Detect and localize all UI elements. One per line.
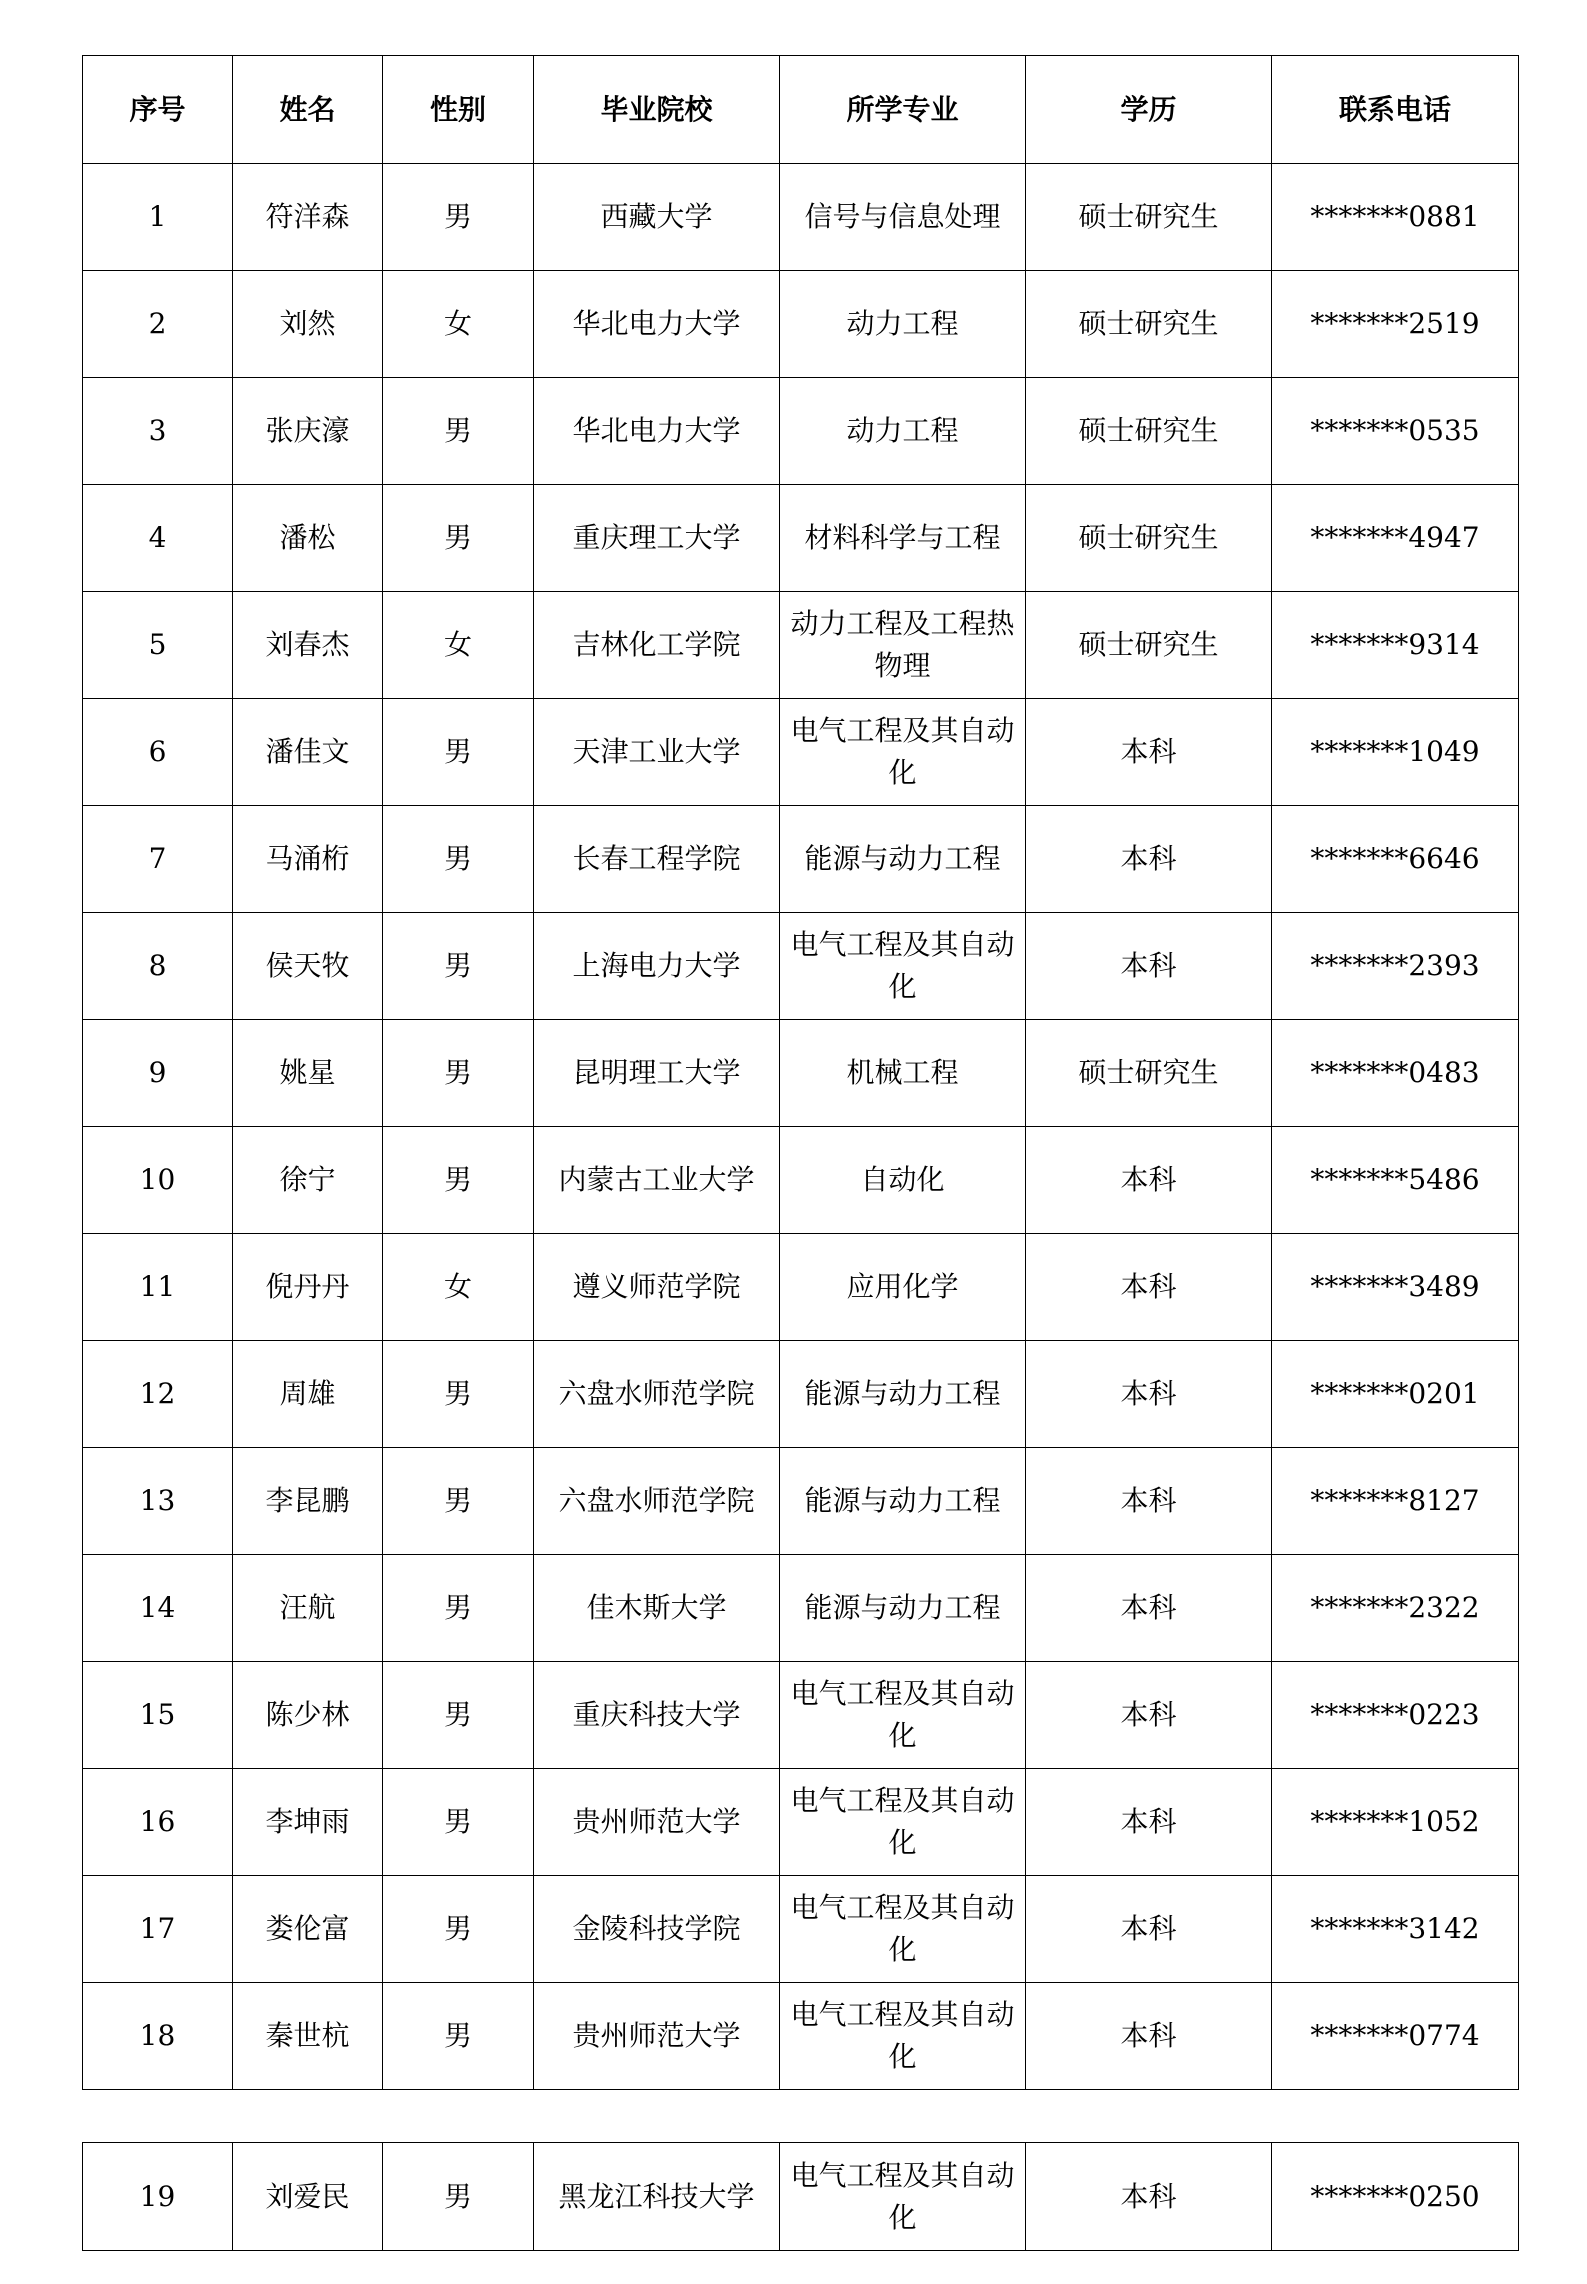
cell-name: 李坤雨 bbox=[233, 1769, 383, 1876]
cell-phone: *******1052 bbox=[1272, 1769, 1519, 1876]
cell-phone: *******2322 bbox=[1272, 1555, 1519, 1662]
cell-school: 内蒙古工业大学 bbox=[534, 1127, 780, 1234]
cell-index: 11 bbox=[83, 1234, 233, 1341]
cell-phone: *******0535 bbox=[1272, 378, 1519, 485]
cell-index: 17 bbox=[83, 1876, 233, 1983]
cell-gender: 女 bbox=[383, 592, 534, 699]
cell-name: 刘春杰 bbox=[233, 592, 383, 699]
cell-school: 西藏大学 bbox=[534, 164, 780, 271]
cell-index: 5 bbox=[83, 592, 233, 699]
cell-major: 动力工程 bbox=[780, 378, 1026, 485]
cell-name: 秦世杭 bbox=[233, 1983, 383, 2090]
cell-major: 电气工程及其自动化 bbox=[780, 913, 1026, 1020]
cell-degree: 本科 bbox=[1026, 1555, 1272, 1662]
cell-major: 应用化学 bbox=[780, 1234, 1026, 1341]
cell-major: 电气工程及其自动化 bbox=[780, 2143, 1026, 2251]
cell-index: 8 bbox=[83, 913, 233, 1020]
cell-gender: 男 bbox=[383, 913, 534, 1020]
cell-phone: *******0774 bbox=[1272, 1983, 1519, 2090]
header-school: 毕业院校 bbox=[534, 56, 780, 164]
candidate-table bbox=[82, 55, 1519, 2090]
cell-phone: *******3489 bbox=[1272, 1234, 1519, 1341]
cell-degree: 本科 bbox=[1026, 1662, 1272, 1769]
cell-phone: *******5486 bbox=[1272, 1127, 1519, 1234]
cell-major: 能源与动力工程 bbox=[780, 1555, 1026, 1662]
cell-name: 倪丹丹 bbox=[233, 1234, 383, 1341]
cell-school: 贵州师范大学 bbox=[534, 1983, 780, 2090]
cell-index: 12 bbox=[83, 1341, 233, 1448]
cell-degree: 本科 bbox=[1026, 913, 1272, 1020]
cell-major: 机械工程 bbox=[780, 1020, 1026, 1127]
cell-gender: 男 bbox=[383, 1341, 534, 1448]
cell-name: 李昆鹏 bbox=[233, 1448, 383, 1555]
cell-index: 3 bbox=[83, 378, 233, 485]
cell-degree: 本科 bbox=[1026, 2143, 1272, 2251]
cell-index: 6 bbox=[83, 699, 233, 806]
table-row bbox=[83, 164, 1519, 271]
cell-school: 长春工程学院 bbox=[534, 806, 780, 913]
cell-gender: 男 bbox=[383, 1983, 534, 2090]
table-row bbox=[83, 1448, 1519, 1555]
cell-major: 动力工程及工程热物理 bbox=[780, 592, 1026, 699]
cell-degree: 本科 bbox=[1026, 1127, 1272, 1234]
table-row bbox=[83, 2143, 1519, 2251]
cell-school: 华北电力大学 bbox=[534, 378, 780, 485]
cell-phone: *******0250 bbox=[1272, 2143, 1519, 2251]
header-row bbox=[83, 56, 1519, 164]
cell-degree: 本科 bbox=[1026, 1234, 1272, 1341]
cell-phone: *******2519 bbox=[1272, 271, 1519, 378]
cell-phone: *******0483 bbox=[1272, 1020, 1519, 1127]
cell-school: 金陵科技学院 bbox=[534, 1876, 780, 1983]
cell-school: 黑龙江科技大学 bbox=[534, 2143, 780, 2251]
cell-school: 华北电力大学 bbox=[534, 271, 780, 378]
table-row bbox=[83, 1662, 1519, 1769]
cell-phone: *******9314 bbox=[1272, 592, 1519, 699]
cell-school: 天津工业大学 bbox=[534, 699, 780, 806]
cell-gender: 男 bbox=[383, 1769, 534, 1876]
cell-name: 周雄 bbox=[233, 1341, 383, 1448]
cell-major: 能源与动力工程 bbox=[780, 806, 1026, 913]
cell-school: 重庆科技大学 bbox=[534, 1662, 780, 1769]
table-row bbox=[83, 1127, 1519, 1234]
header-index: 序号 bbox=[83, 56, 233, 164]
cell-degree: 本科 bbox=[1026, 1876, 1272, 1983]
cell-index: 4 bbox=[83, 485, 233, 592]
table-row bbox=[83, 913, 1519, 1020]
candidate-table-continuation bbox=[82, 2142, 1519, 2251]
header-phone: 联系电话 bbox=[1272, 56, 1519, 164]
cell-school: 贵州师范大学 bbox=[534, 1769, 780, 1876]
cell-school: 六盘水师范学院 bbox=[534, 1341, 780, 1448]
cell-index: 7 bbox=[83, 806, 233, 913]
cell-index: 1 bbox=[83, 164, 233, 271]
table-row bbox=[83, 1769, 1519, 1876]
cell-phone: *******6646 bbox=[1272, 806, 1519, 913]
cell-gender: 男 bbox=[383, 1876, 534, 1983]
cell-phone: *******0881 bbox=[1272, 164, 1519, 271]
cell-major: 能源与动力工程 bbox=[780, 1341, 1026, 1448]
cell-phone: *******2393 bbox=[1272, 913, 1519, 1020]
table-row bbox=[83, 1341, 1519, 1448]
cell-phone: *******8127 bbox=[1272, 1448, 1519, 1555]
cell-degree: 硕士研究生 bbox=[1026, 1020, 1272, 1127]
cell-school: 吉林化工学院 bbox=[534, 592, 780, 699]
cell-school: 昆明理工大学 bbox=[534, 1020, 780, 1127]
cell-degree: 硕士研究生 bbox=[1026, 271, 1272, 378]
cell-school: 六盘水师范学院 bbox=[534, 1448, 780, 1555]
cell-degree: 硕士研究生 bbox=[1026, 378, 1272, 485]
cell-phone: *******0201 bbox=[1272, 1341, 1519, 1448]
cell-name: 潘松 bbox=[233, 485, 383, 592]
cell-index: 10 bbox=[83, 1127, 233, 1234]
cell-phone: *******4947 bbox=[1272, 485, 1519, 592]
cell-degree: 本科 bbox=[1026, 1341, 1272, 1448]
cell-gender: 男 bbox=[383, 485, 534, 592]
cell-phone: *******3142 bbox=[1272, 1876, 1519, 1983]
cell-phone: *******0223 bbox=[1272, 1662, 1519, 1769]
cell-school: 上海电力大学 bbox=[534, 913, 780, 1020]
cell-degree: 本科 bbox=[1026, 1983, 1272, 2090]
cell-name: 潘佳文 bbox=[233, 699, 383, 806]
cell-gender: 男 bbox=[383, 164, 534, 271]
cell-degree: 本科 bbox=[1026, 1448, 1272, 1555]
table-row bbox=[83, 806, 1519, 913]
table-row bbox=[83, 1234, 1519, 1341]
table-row bbox=[83, 592, 1519, 699]
table-row bbox=[83, 699, 1519, 806]
cell-major: 自动化 bbox=[780, 1127, 1026, 1234]
cell-degree: 硕士研究生 bbox=[1026, 485, 1272, 592]
cell-name: 陈少林 bbox=[233, 1662, 383, 1769]
table-row bbox=[83, 271, 1519, 378]
cell-index: 14 bbox=[83, 1555, 233, 1662]
table-row bbox=[83, 1876, 1519, 1983]
table-row bbox=[83, 1020, 1519, 1127]
cell-gender: 女 bbox=[383, 1234, 534, 1341]
cell-gender: 男 bbox=[383, 1555, 534, 1662]
table-row bbox=[83, 1983, 1519, 2090]
header-name: 姓名 bbox=[233, 56, 383, 164]
cell-index: 16 bbox=[83, 1769, 233, 1876]
cell-degree: 硕士研究生 bbox=[1026, 592, 1272, 699]
cell-index: 18 bbox=[83, 1983, 233, 2090]
cell-name: 刘爱民 bbox=[233, 2143, 383, 2251]
cell-index: 19 bbox=[83, 2143, 233, 2251]
cell-major: 材料科学与工程 bbox=[780, 485, 1026, 592]
cell-gender: 男 bbox=[383, 1020, 534, 1127]
cell-school: 佳木斯大学 bbox=[534, 1555, 780, 1662]
header-major: 所学专业 bbox=[780, 56, 1026, 164]
cell-name: 姚星 bbox=[233, 1020, 383, 1127]
cell-name: 符洋森 bbox=[233, 164, 383, 271]
cell-name: 侯天牧 bbox=[233, 913, 383, 1020]
cell-phone: *******1049 bbox=[1272, 699, 1519, 806]
cell-gender: 男 bbox=[383, 1448, 534, 1555]
cell-degree: 本科 bbox=[1026, 699, 1272, 806]
table-row bbox=[83, 378, 1519, 485]
cell-major: 信号与信息处理 bbox=[780, 164, 1026, 271]
cell-name: 娄伦富 bbox=[233, 1876, 383, 1983]
cell-school: 遵义师范学院 bbox=[534, 1234, 780, 1341]
cell-index: 15 bbox=[83, 1662, 233, 1769]
cell-index: 13 bbox=[83, 1448, 233, 1555]
cell-major: 电气工程及其自动化 bbox=[780, 1876, 1026, 1983]
table-row bbox=[83, 1555, 1519, 1662]
cell-degree: 本科 bbox=[1026, 1769, 1272, 1876]
cell-name: 汪航 bbox=[233, 1555, 383, 1662]
table-row bbox=[83, 485, 1519, 592]
cell-index: 2 bbox=[83, 271, 233, 378]
cell-school: 重庆理工大学 bbox=[534, 485, 780, 592]
cell-major: 能源与动力工程 bbox=[780, 1448, 1026, 1555]
cell-gender: 男 bbox=[383, 2143, 534, 2251]
cell-gender: 男 bbox=[383, 1127, 534, 1234]
cell-degree: 本科 bbox=[1026, 806, 1272, 913]
cell-gender: 女 bbox=[383, 271, 534, 378]
header-gender: 性别 bbox=[383, 56, 534, 164]
header-degree: 学历 bbox=[1026, 56, 1272, 164]
cell-gender: 男 bbox=[383, 806, 534, 913]
cell-gender: 男 bbox=[383, 1662, 534, 1769]
cell-name: 张庆濠 bbox=[233, 378, 383, 485]
cell-major: 电气工程及其自动化 bbox=[780, 699, 1026, 806]
cell-gender: 男 bbox=[383, 699, 534, 806]
cell-name: 刘然 bbox=[233, 271, 383, 378]
cell-name: 马涌桁 bbox=[233, 806, 383, 913]
cell-major: 电气工程及其自动化 bbox=[780, 1769, 1026, 1876]
cell-name: 徐宁 bbox=[233, 1127, 383, 1234]
cell-degree: 硕士研究生 bbox=[1026, 164, 1272, 271]
cell-index: 9 bbox=[83, 1020, 233, 1127]
cell-major: 电气工程及其自动化 bbox=[780, 1983, 1026, 2090]
cell-gender: 男 bbox=[383, 378, 534, 485]
cell-major: 动力工程 bbox=[780, 271, 1026, 378]
cell-major: 电气工程及其自动化 bbox=[780, 1662, 1026, 1769]
